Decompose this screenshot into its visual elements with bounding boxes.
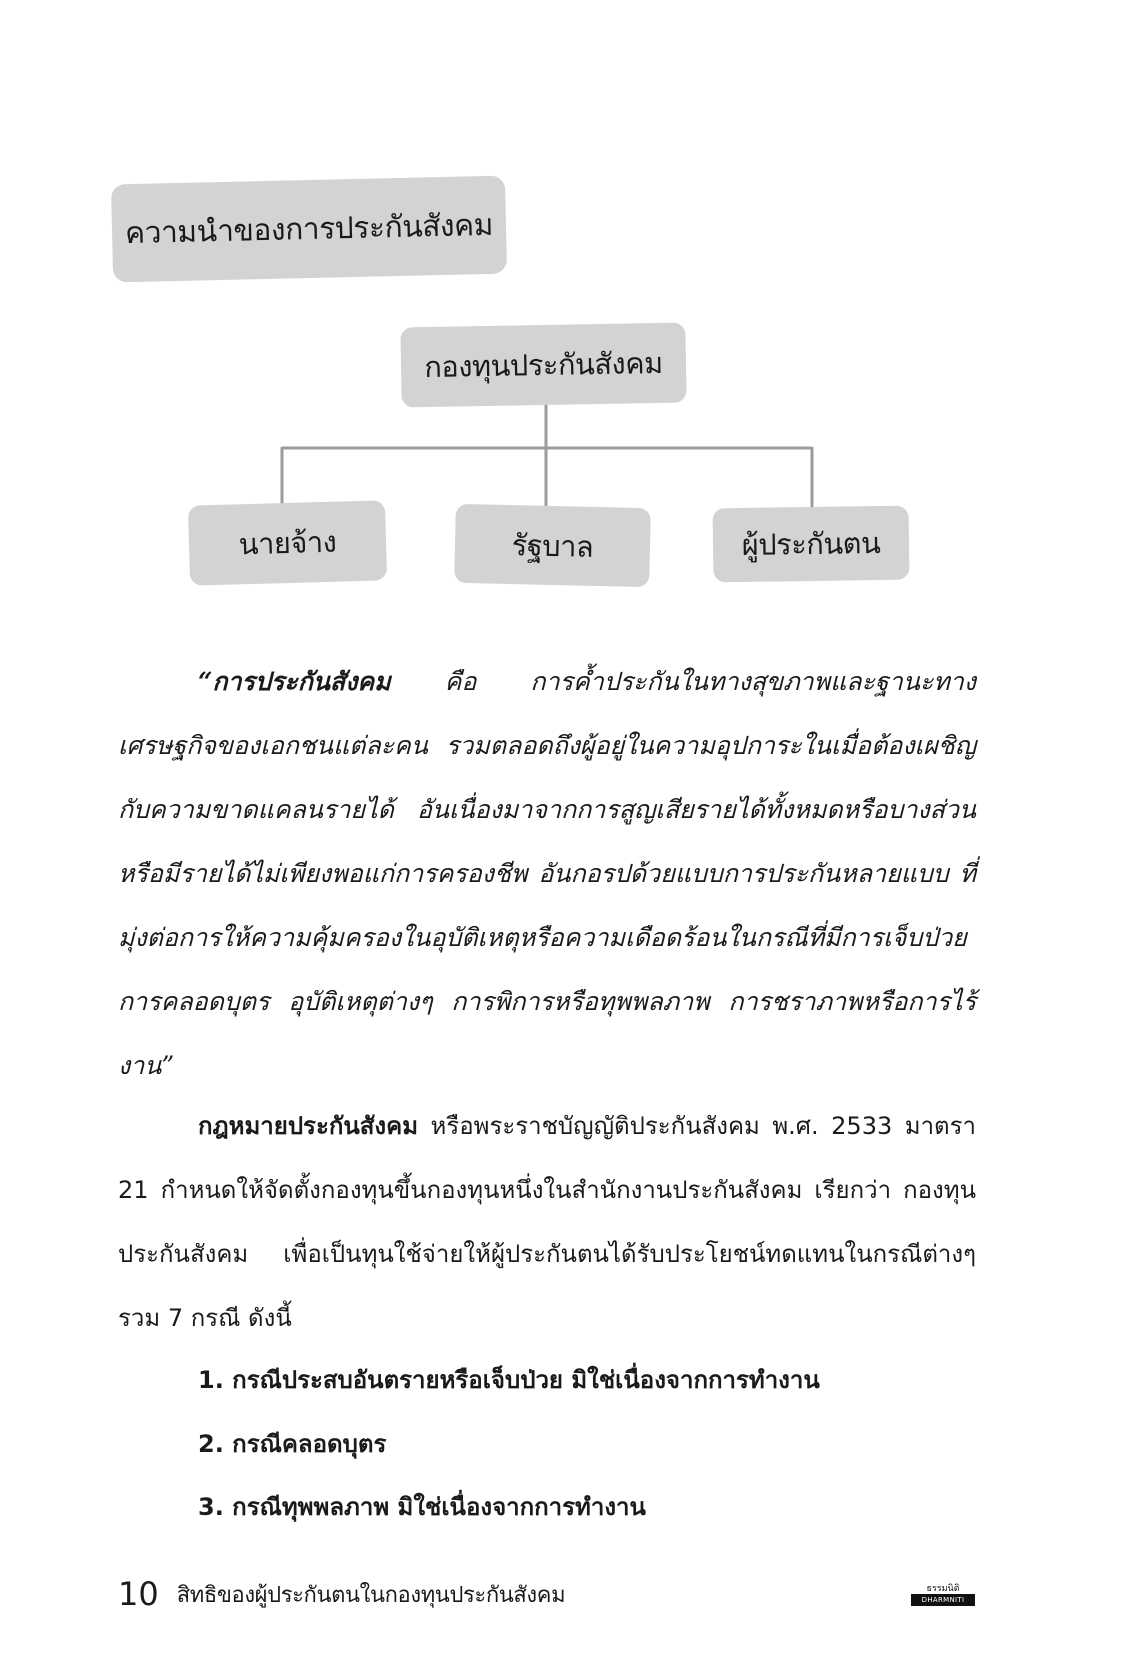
publisher-logo [911,1583,975,1607]
case-item: 1. กรณีประสบอันตรายหรือเจ็บป่วย มิใช่เนื่องจากการทำงาน [198,1366,820,1394]
case-item: 3. กรณีทุพพลภาพ มิใช่เนื่องจากการทำงาน [198,1493,646,1521]
case-item: 2. กรณีคลอดบุตร [198,1430,387,1458]
quote-term: “การประกันสังคม [198,667,391,696]
section-title: ความนำของการประกันสังคม [111,176,507,283]
diagram-node-government: รัฐบาล [454,504,651,587]
diagram-root-node: กองทุนประกันสังคม [400,323,686,408]
page-number: 10 [118,1575,159,1613]
law-paragraph [118,1094,976,1350]
page-footer [118,1570,565,1618]
quote-body: คือ การค้ำประกันในทางสุขภาพและฐานะทางเศรษฐกิจของเอกชนแต่ละคน รวมตลอดถึงผู้อยู่ในความอุปการะในเมื่อต้องเผชิญกับความขาดแคลนรายได้ อันเนื่องมาจากการสูญเสียรายได้ทั้งหมดหรือบางส่วน หรือมีรายได้ไม่เพียงพอแก่การครองชีพ อันกอรปด้วยแบบการประกันหลายแบบ ที่มุ่งต่อการให้ความคุ้มครองในอุบัติเหตุหรือความเดือดร้อนในกรณีที่มีการเจ็บป่วย การคลอดบุตร อุบัติเหตุต่างๆ การพิการหรือทุพพลภาพ การชราภาพหรือการไร้งาน” [118,667,976,1080]
definition-quote [118,650,976,1098]
publisher-name-thai: ธรรมนิติ [911,1583,975,1595]
diagram-node-insured: ผู้ประกันตน [712,506,909,583]
law-term: กฎหมายประกันสังคม [198,1112,419,1140]
publisher-name-latin: DHARMNITI [911,1595,975,1606]
diagram-node-employer: นายจ้าง [188,500,387,585]
law-body: หรือพระราชบัญญัติประกันสังคม พ.ศ. 2533 มาตรา 21 กำหนดให้จัดตั้งกองทุนขึ้นกองทุนหนึ่งในสำนักงานประกันสังคม เรียกว่า กองทุนประกันสังคม เพื่อเป็นทุนใช้จ่ายให้ผู้ประกันตนได้รับประโยชน์ทดแทนในกรณีต่างๆ รวม 7 กรณี ดังนี้ [118,1112,976,1332]
running-title: สิทธิของผู้ประกันตนในกองทุนประกันสังคม [176,1582,566,1608]
